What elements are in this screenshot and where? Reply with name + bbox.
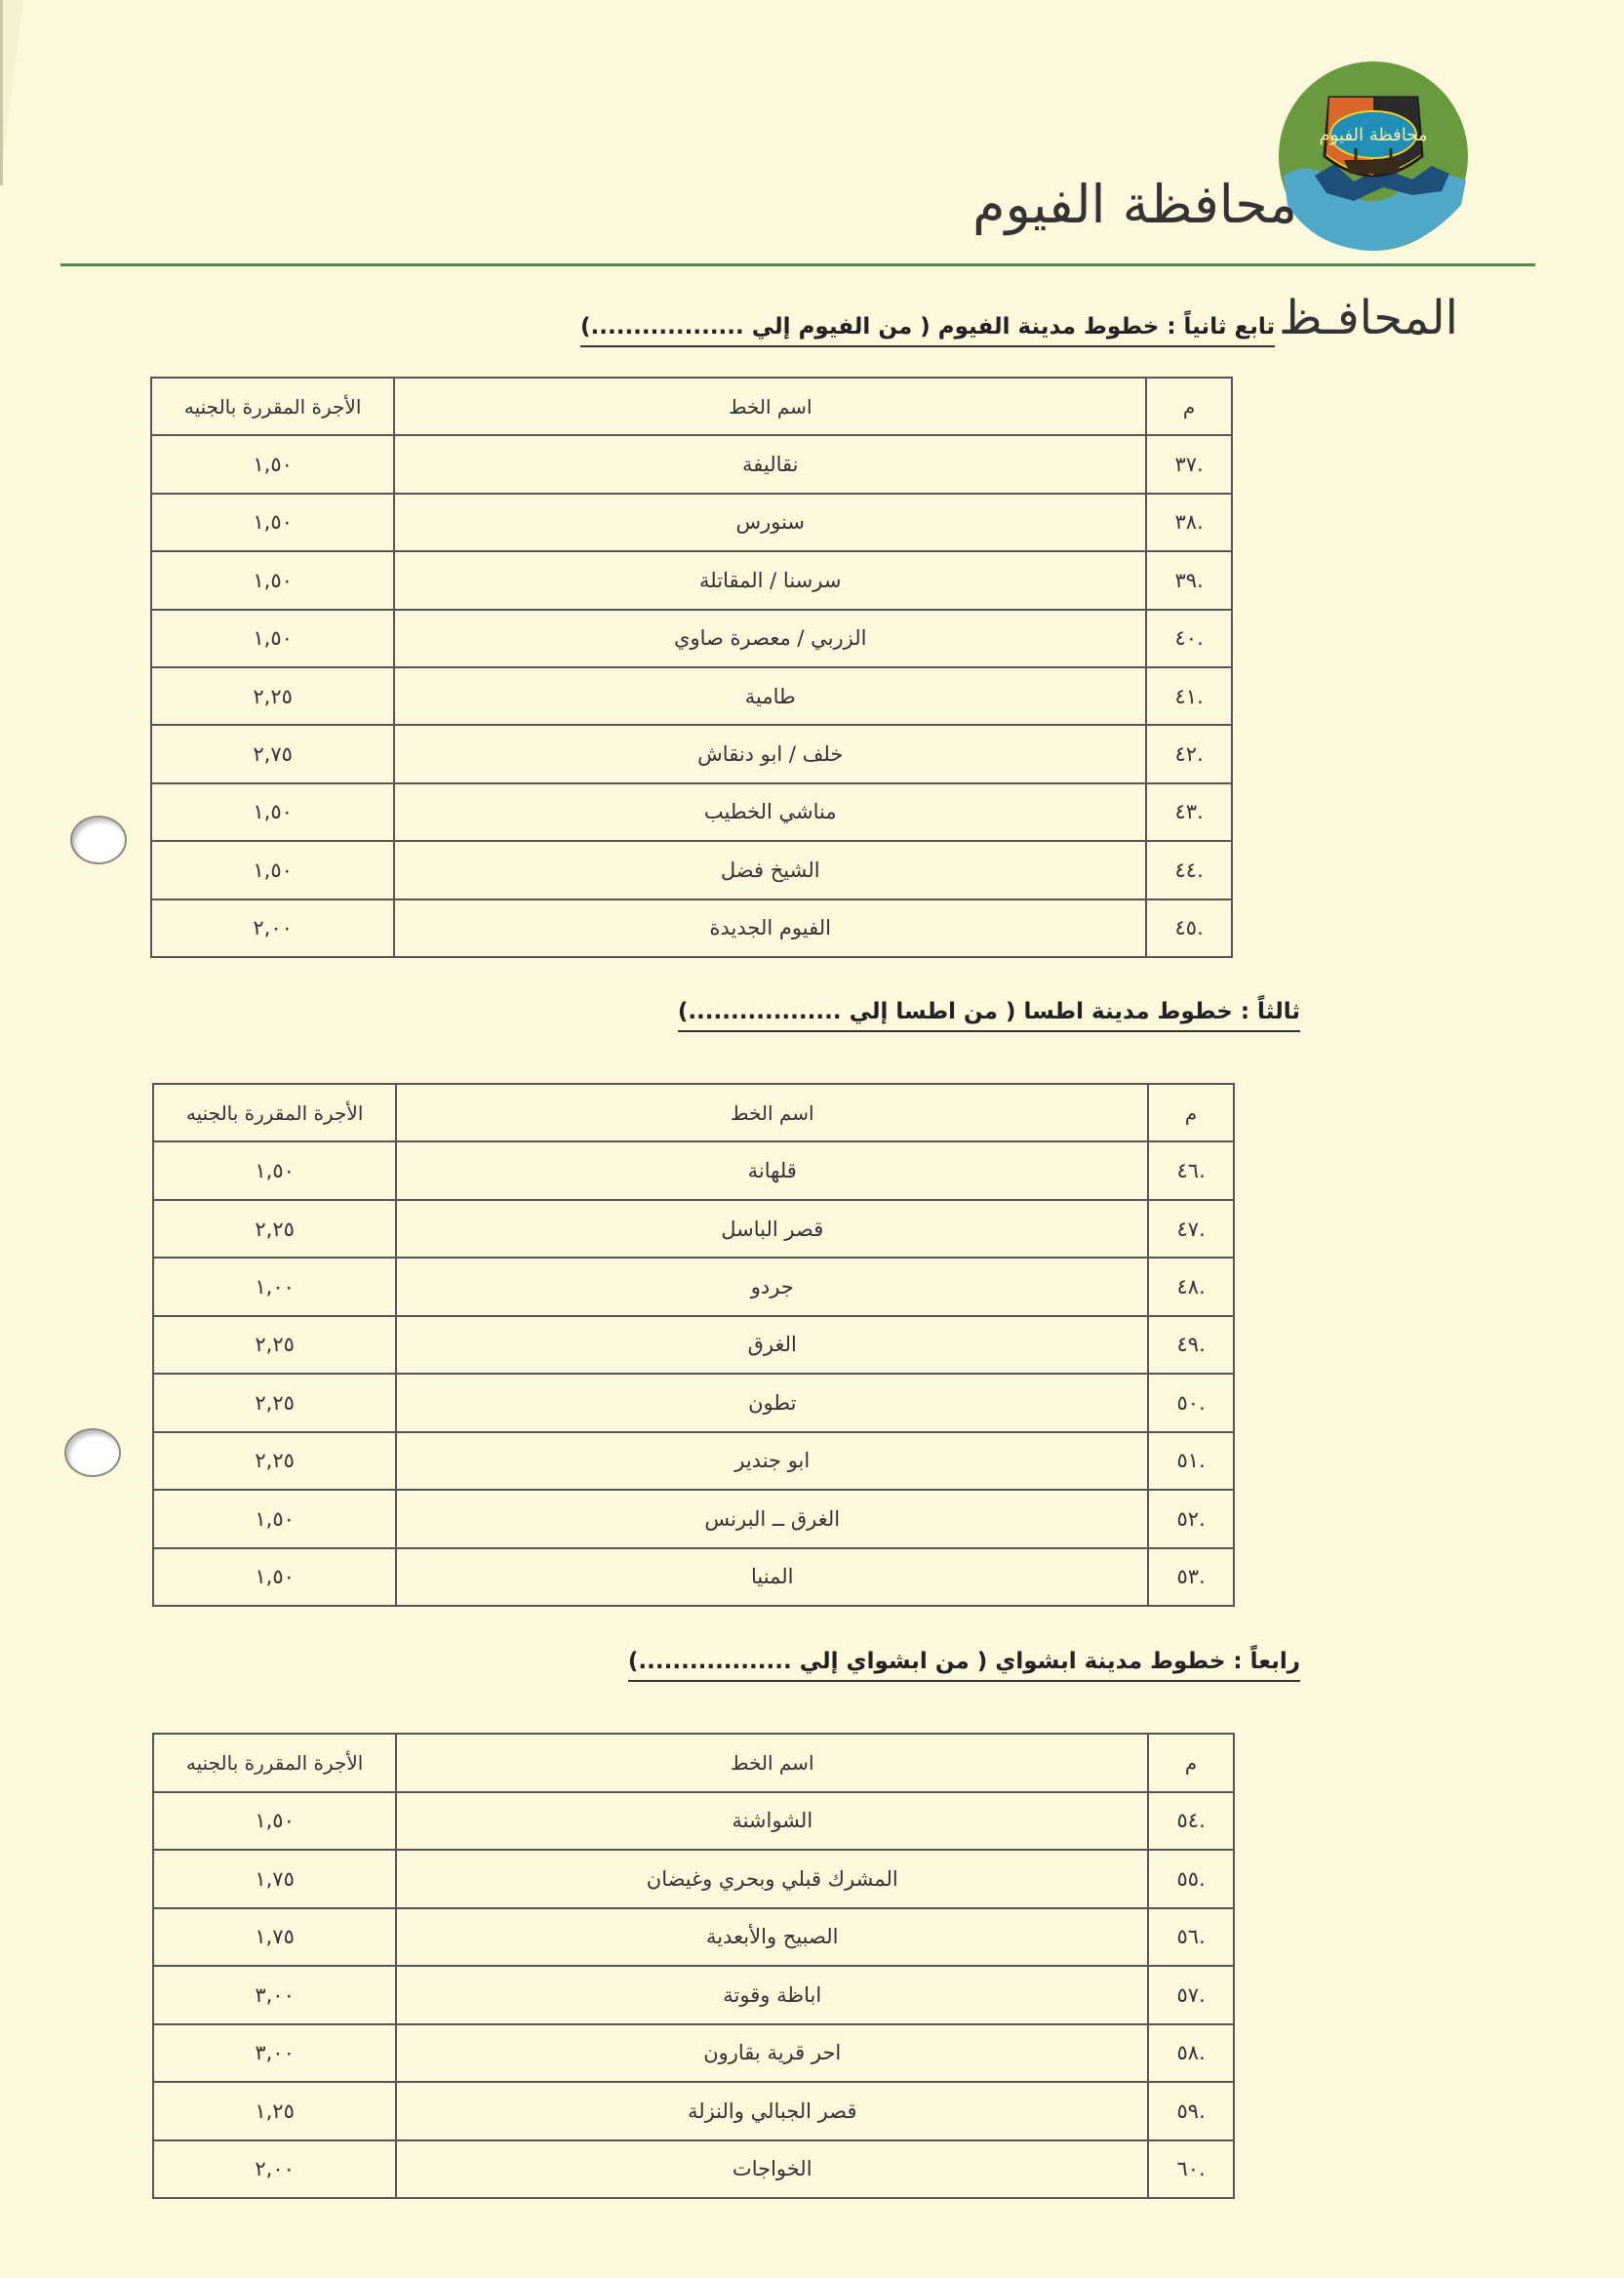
row-fare: ١,٥٠ bbox=[153, 1141, 396, 1199]
row-line-name: قلهانة bbox=[396, 1141, 1148, 1199]
row-num: .٤٧ bbox=[1148, 1200, 1234, 1258]
row-num: .٤٥ bbox=[1146, 899, 1232, 957]
row-fare: ٢,٢٥ bbox=[151, 667, 394, 725]
column-header-line-name: اسم الخط bbox=[396, 1734, 1148, 1792]
table-row bbox=[153, 1966, 1234, 2024]
row-line-name: ابو جندير bbox=[396, 1432, 1148, 1490]
row-line-name: خلف / ابو دنقاش bbox=[394, 725, 1146, 782]
row-line-name: جردو bbox=[396, 1258, 1148, 1315]
row-fare: ٢,٠٠ bbox=[153, 2140, 396, 2199]
table-row bbox=[153, 1792, 1234, 1851]
row-fare: ٢,٢٥ bbox=[153, 1316, 396, 1374]
row-fare: ٢,٠٠ bbox=[151, 899, 394, 957]
row-line-name: الشواشنة bbox=[396, 1792, 1148, 1851]
fare-table-etsa bbox=[152, 1083, 1235, 1607]
row-line-name: الصبيح والأبعدية bbox=[396, 1908, 1148, 1967]
table-row bbox=[153, 1548, 1234, 1607]
section-heading-etsa bbox=[678, 999, 1300, 1032]
column-header-fare: الأجرة المقررة بالجنيه bbox=[151, 378, 394, 435]
table-row bbox=[153, 2024, 1234, 2083]
table-row bbox=[153, 1200, 1234, 1258]
row-num: .٥٤ bbox=[1148, 1792, 1234, 1851]
table-row bbox=[153, 1316, 1234, 1374]
header-rule bbox=[60, 263, 1535, 266]
table-row bbox=[151, 610, 1232, 667]
row-fare: ١,٥٠ bbox=[151, 783, 394, 841]
row-num: .٥٠ bbox=[1148, 1374, 1234, 1431]
governorate-title: محافظة الفيوم bbox=[972, 174, 1297, 235]
table-row bbox=[151, 494, 1232, 551]
row-fare: ٣,٠٠ bbox=[153, 2024, 396, 2083]
row-line-name: نقاليفة bbox=[394, 435, 1146, 493]
table-header-row bbox=[153, 1084, 1234, 1141]
table-row bbox=[153, 1490, 1234, 1547]
table-header-row bbox=[153, 1734, 1234, 1792]
row-num: .٤٤ bbox=[1146, 841, 1232, 899]
table-row bbox=[151, 435, 1232, 493]
row-fare: ٣,٠٠ bbox=[153, 1966, 396, 2024]
column-header-num: م bbox=[1148, 1084, 1234, 1141]
section-heading-etsa-text: ثالثاً : خطوط مدينة اطسا ( من اطسا إلي ..................) bbox=[678, 999, 1300, 1032]
page-fold-corner bbox=[0, 0, 23, 180]
section-heading-fayoum bbox=[580, 291, 1458, 347]
row-num: .٦٠ bbox=[1148, 2140, 1234, 2199]
row-num: .٤٠ bbox=[1146, 610, 1232, 667]
table-row bbox=[153, 1374, 1234, 1431]
fare-table-fayoum bbox=[150, 377, 1233, 958]
row-num: .٤٦ bbox=[1148, 1141, 1234, 1199]
column-header-num: م bbox=[1146, 378, 1232, 435]
section-heading-ibshway bbox=[628, 1649, 1300, 1682]
row-num: .٥٨ bbox=[1148, 2024, 1234, 2083]
row-line-name: الخواجات bbox=[396, 2140, 1148, 2199]
fare-table-ibshway bbox=[152, 1733, 1235, 2199]
column-header-line-name: اسم الخط bbox=[394, 378, 1146, 435]
governorate-logo bbox=[1276, 59, 1471, 254]
governor-stamp: المحافـظ bbox=[1279, 291, 1458, 345]
row-fare: ٢,٢٥ bbox=[153, 1374, 396, 1431]
row-fare: ١,٥٠ bbox=[151, 551, 394, 609]
punch-hole-bottom bbox=[64, 1428, 121, 1477]
section-heading-fayoum-text: تابع ثانياً : خطوط مدينة الفيوم ( من الفيوم إلي ..................) bbox=[580, 314, 1275, 347]
svg-text:محافظة الفيوم: محافظة الفيوم bbox=[1319, 125, 1428, 145]
row-line-name: قصر الجبالي والنزلة bbox=[396, 2082, 1148, 2140]
table-row bbox=[151, 667, 1232, 725]
table-row bbox=[151, 783, 1232, 841]
row-fare: ١,٥٠ bbox=[153, 1792, 396, 1851]
row-line-name: سرسنا / المقاتلة bbox=[394, 551, 1146, 609]
table-row bbox=[153, 2140, 1234, 2199]
row-fare: ٢,٧٥ bbox=[151, 725, 394, 782]
row-num: .٥١ bbox=[1148, 1432, 1234, 1490]
table-row bbox=[153, 1850, 1234, 1908]
row-num: .٥٣ bbox=[1148, 1548, 1234, 1607]
table-row bbox=[153, 1908, 1234, 1967]
row-num: .٥٥ bbox=[1148, 1850, 1234, 1908]
row-fare: ١,٥٠ bbox=[153, 1548, 396, 1607]
row-fare: ٢,٢٥ bbox=[153, 1432, 396, 1490]
row-fare: ١,٢٥ bbox=[153, 2082, 396, 2140]
row-num: .٥٦ bbox=[1148, 1908, 1234, 1967]
row-line-name: الشيخ فضل bbox=[394, 841, 1146, 899]
row-fare: ١,٥٠ bbox=[151, 435, 394, 493]
row-line-name: قصر الباسل bbox=[396, 1200, 1148, 1258]
row-num: .٤٨ bbox=[1148, 1258, 1234, 1315]
row-line-name: الفيوم الجديدة bbox=[394, 899, 1146, 957]
punch-hole-top bbox=[70, 816, 127, 864]
row-line-name: طامية bbox=[394, 667, 1146, 725]
row-num: .٣٩ bbox=[1146, 551, 1232, 609]
row-fare: ١,٥٠ bbox=[153, 1490, 396, 1547]
column-header-num: م bbox=[1148, 1734, 1234, 1792]
row-line-name: المشرك قبلي وبحري وغيضان bbox=[396, 1850, 1148, 1908]
table-row bbox=[151, 841, 1232, 899]
section-heading-ibshway-text: رابعاً : خطوط مدينة ابشواي ( من ابشواي إلي ..................) bbox=[628, 1649, 1300, 1682]
table-row bbox=[151, 725, 1232, 782]
row-fare: ١,٥٠ bbox=[151, 610, 394, 667]
row-line-name: الزربي / معصرة صاوي bbox=[394, 610, 1146, 667]
table-header-row bbox=[151, 378, 1232, 435]
row-line-name: مناشي الخطيب bbox=[394, 783, 1146, 841]
row-line-name: المنيا bbox=[396, 1548, 1148, 1607]
row-fare: ١,٥٠ bbox=[151, 494, 394, 551]
row-fare: ١,٠٠ bbox=[153, 1258, 396, 1315]
column-header-line-name: اسم الخط bbox=[396, 1084, 1148, 1141]
row-num: .٥٧ bbox=[1148, 1966, 1234, 2024]
row-line-name: احر قرية بقارون bbox=[396, 2024, 1148, 2083]
table-row bbox=[153, 1432, 1234, 1490]
row-num: .٤٩ bbox=[1148, 1316, 1234, 1374]
table-row bbox=[153, 2082, 1234, 2140]
row-fare: ١,٧٥ bbox=[153, 1908, 396, 1967]
row-num: .٥٢ bbox=[1148, 1490, 1234, 1547]
page-fold-edge bbox=[0, 0, 3, 185]
table-row bbox=[153, 1141, 1234, 1199]
table-row bbox=[151, 899, 1232, 957]
row-num: .٤٢ bbox=[1146, 725, 1232, 782]
row-num: .٣٨ bbox=[1146, 494, 1232, 551]
row-line-name: الغرق bbox=[396, 1316, 1148, 1374]
column-header-fare: الأجرة المقررة بالجنيه bbox=[153, 1734, 396, 1792]
table-row bbox=[151, 551, 1232, 609]
row-line-name: الغرق ــ البرنس bbox=[396, 1490, 1148, 1547]
row-fare: ١,٧٥ bbox=[153, 1850, 396, 1908]
row-fare: ١,٥٠ bbox=[151, 841, 394, 899]
row-line-name: سنورس bbox=[394, 494, 1146, 551]
row-num: .٣٧ bbox=[1146, 435, 1232, 493]
column-header-fare: الأجرة المقررة بالجنيه bbox=[153, 1084, 396, 1141]
row-line-name: اباظة وقوتة bbox=[396, 1966, 1148, 2024]
table-row bbox=[153, 1258, 1234, 1315]
row-num: .٥٩ bbox=[1148, 2082, 1234, 2140]
row-fare: ٢,٢٥ bbox=[153, 1200, 396, 1258]
row-line-name: تطون bbox=[396, 1374, 1148, 1431]
row-num: .٤٣ bbox=[1146, 783, 1232, 841]
row-num: .٤١ bbox=[1146, 667, 1232, 725]
